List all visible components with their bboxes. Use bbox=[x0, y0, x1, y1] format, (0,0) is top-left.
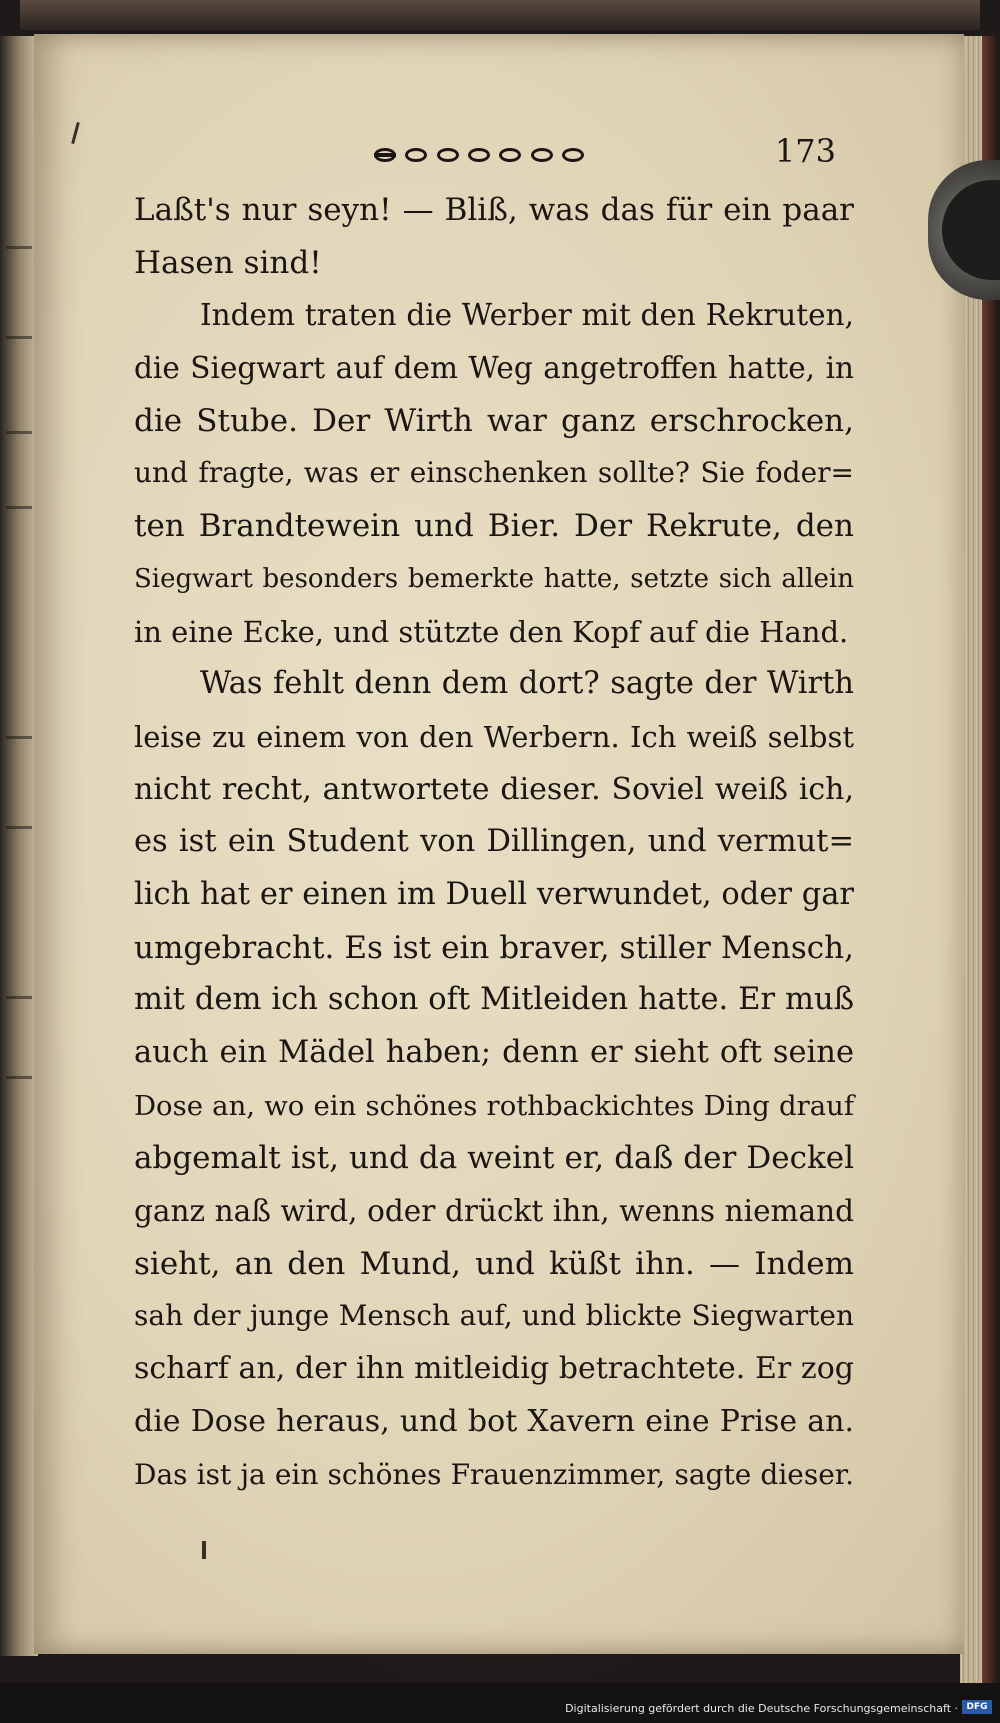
text-line: sieht, an den Mund, und küßt ihn. — Indem bbox=[134, 1245, 854, 1282]
bleed-through-mark bbox=[6, 506, 32, 509]
text-line: lich hat er einen im Duell verwundet, oder gar bbox=[134, 876, 854, 912]
page-number: 173 bbox=[774, 132, 836, 170]
text-line: die Siegwart auf dem Weg angetroffen hatte, in bbox=[134, 351, 854, 386]
text-line: Dose an, wo ein schönes rothbackichtes Ding drauf bbox=[134, 1089, 854, 1122]
ink-mark bbox=[202, 1541, 206, 1559]
text-line: sah der junge Mensch auf, und blickte Siegwarten bbox=[134, 1299, 854, 1333]
text-line: Hasen sind! bbox=[134, 244, 322, 281]
text-line: es ist ein Student von Dillingen, und vermut= bbox=[134, 824, 854, 860]
text-line: in eine Ecke, und stützte den Kopf auf die Hand. bbox=[134, 614, 849, 649]
text-line: mit dem ich schon oft Mitleiden hatte. Er muß bbox=[134, 982, 854, 1018]
text-line: die Stube. Der Wirth war ganz erschrocken, bbox=[134, 402, 854, 439]
bleed-through-mark bbox=[6, 336, 32, 339]
text-line: ganz naß wird, oder drückt ihn, wenns niemand bbox=[134, 1194, 854, 1229]
bleed-through-mark bbox=[6, 736, 32, 739]
text-line: auch ein Mädel haben; denn er sieht oft seine bbox=[134, 1035, 854, 1070]
text-line: Das ist ja ein schönes Frauenzimmer, sagte dieser. bbox=[134, 1457, 854, 1491]
text-line: ten Brandtewein und Bier. Der Rekrute, den bbox=[134, 508, 854, 545]
body-text bbox=[134, 184, 854, 1501]
bleed-through-mark bbox=[6, 1076, 32, 1079]
bleed-through-mark bbox=[6, 996, 32, 999]
text-line: umgebracht. Es ist ein braver, stiller Mensch, bbox=[134, 929, 854, 966]
dfg-logo-icon: DFG bbox=[962, 1700, 992, 1714]
book-binding-top bbox=[20, 0, 980, 30]
text-line: Siegwart besonders bemerkte hatte, setzte sich allein bbox=[134, 563, 854, 594]
book-page bbox=[34, 34, 964, 1654]
text-line: nicht recht, antwortete dieser. Soviel weiß ich, bbox=[134, 771, 854, 807]
text-line: Indem traten die Werber mit den Rekruten, bbox=[200, 298, 854, 333]
bleed-through-mark bbox=[6, 246, 32, 249]
ink-mark bbox=[71, 122, 80, 144]
text-line: leise zu einem von den Werbern. Ich weiß selbst bbox=[134, 719, 854, 754]
text-line: abgemalt ist, und da weint er, daß der Deckel bbox=[134, 1140, 854, 1177]
bleed-through-mark bbox=[6, 431, 32, 434]
bleed-through-mark bbox=[6, 826, 32, 829]
page-header bbox=[364, 130, 864, 180]
digitization-credit: Digitalisierung gefördert durch die Deutsche Forschungsgemeinschaft · bbox=[565, 1702, 958, 1715]
ornament-icon bbox=[374, 144, 584, 166]
text-line: und fragte, was er einschenken sollte? Sie foder= bbox=[134, 456, 854, 490]
text-line: scharf an, der ihn mitleidig betrachtete. Er zog bbox=[134, 1351, 854, 1387]
text-line: Was fehlt denn dem dort? sagte der Wirth bbox=[200, 666, 854, 702]
adjacent-page-edge bbox=[0, 36, 38, 1656]
text-line: Laßt's nur seyn! — Bliß, was das für ein paar bbox=[134, 192, 854, 228]
text-line: die Dose heraus, und bot Xavern eine Prise an. bbox=[134, 1403, 854, 1439]
